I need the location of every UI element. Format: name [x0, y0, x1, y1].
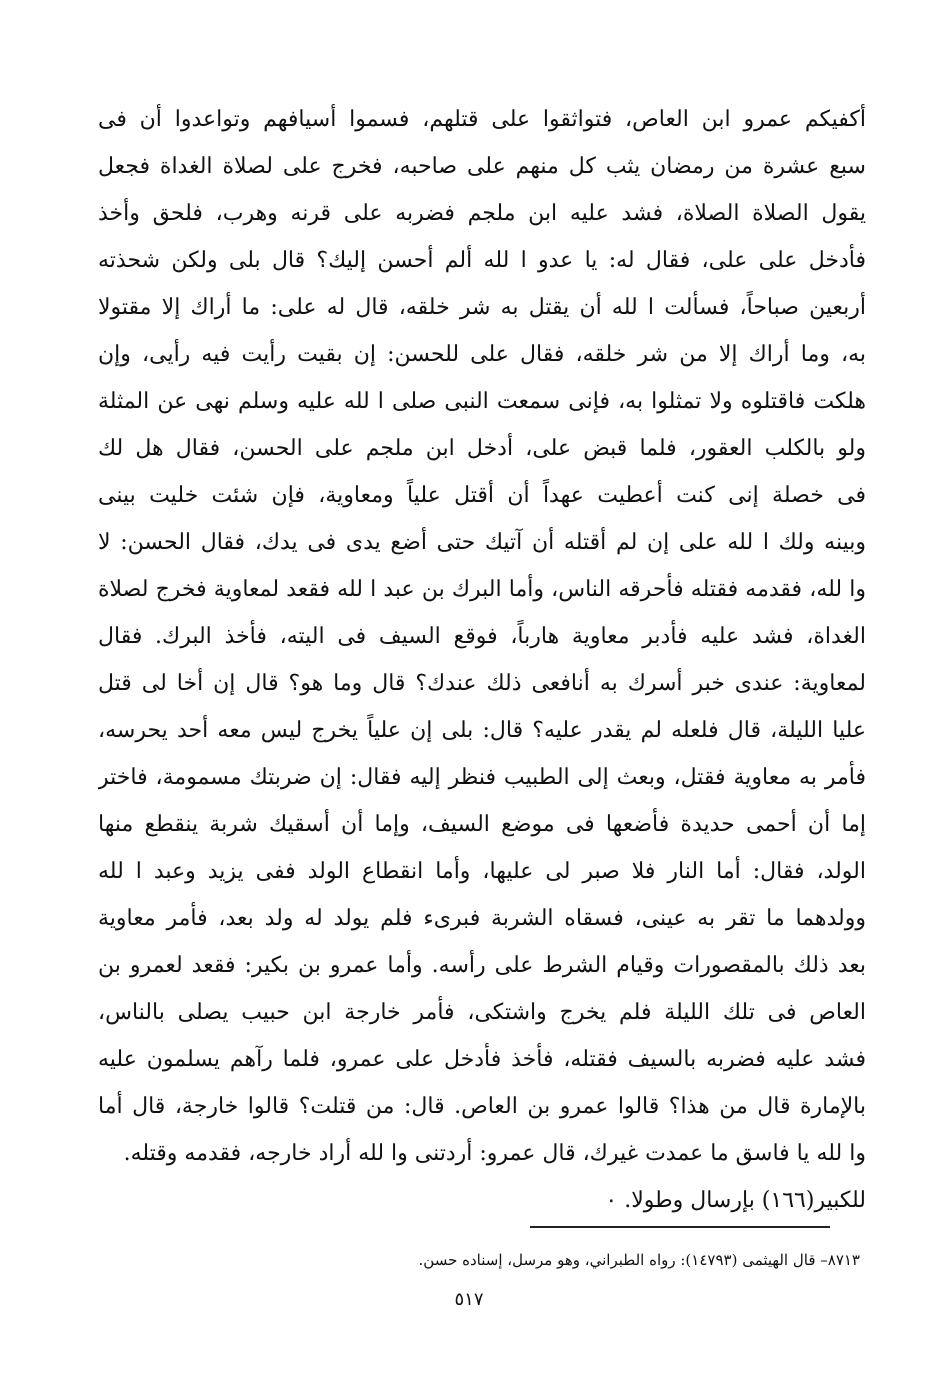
text-line: به، وما أراك إلا من شر خلقه، فقال على للحسن: إن بقيت رأيت فيه رأيى، وإن	[98, 342, 866, 367]
text-line: وبينه ولك ا لله على إن لم أقتله أن آتيك حتى أضع يدى فى يدك، فقال الحسن: لا	[98, 530, 866, 555]
main-text-block	[98, 96, 866, 1224]
text-line: الغداة، فشد عليه فأدبر معاوية هارباً، فوقع السيف فى اليته، فأخذ البرك. فقال	[98, 624, 866, 649]
text-line: يقول الصلاة الصلاة، فشد عليه ابن ملجم فضربه على قرنه وهرب، فلحق وأخذ	[98, 201, 866, 226]
text-line: بالإمارة قال من هذا؟ قالوا عمرو بن العاص. قال: من قتلت؟ قالوا خارجة، قال أما	[98, 1094, 866, 1119]
page-number: ٥١٧	[454, 1289, 484, 1310]
text-line: عليا الليلة، قال فلعله لم يقدر عليه؟ قال: بلى إن علياً يخرج ليس معه أحد يحرسه،	[98, 718, 866, 743]
text-line: وولدهما ما تقر به عينى، فسقاه الشربة فبرىء فلم يولد له ولد بعد، فأمر معاوية	[98, 906, 866, 931]
footnote-divider	[530, 1226, 830, 1228]
text-line: أربعين صباحاً، فسألت ا لله أن يقتل به شر خلقه، قال له على: ما أراك إلا مقتولا	[98, 295, 866, 320]
text-line-closing: للكبير(١٦٦) بإرسال وطولا. ٠	[605, 1188, 866, 1213]
footnote: ٨٧١٣– قال الهيثمى (١٤٧٩٣): رواه الطبراني، وهو مرسل، إسناده حسن.	[418, 1251, 860, 1269]
text-line: بعد ذلك بالمقصورات وقيام الشرط على رأسه. وأما عمرو بن بكير: فقعد لعمرو بن	[98, 953, 866, 978]
text-line: هلكت فاقتلوه ولا تمثلوا به، فإنى سمعت النبى صلى ا لله عليه وسلم نهى عن المثلة	[98, 389, 866, 414]
text-line: العاص فى تلك الليلة فلم يخرج واشتكى، فأمر خارجة ابن حبيب يصلى بالناس،	[98, 1000, 866, 1025]
text-line: أكفيكم عمرو ابن العاص، فتواثقوا على قتلهم، فسموا أسيافهم وتواعدوا أن فى	[98, 107, 866, 132]
text-line: إما أن أحمى حديدة فأضعها فى موضع السيف، وإما أن أسقيك شربة ينقطع منها	[98, 812, 866, 837]
text-line: فأدخل على على، فقال له: يا عدو ا لله ألم أحسن إليك؟ قال بلى ولكن شحذته	[98, 248, 866, 273]
text-line: فشد عليه فضربه بالسيف فقتله، فأخذ فأدخل على عمرو، فلما رآهم يسلمون عليه	[98, 1047, 866, 1072]
text-line: وا لله، فقدمه فقتله فأحرقه الناس، وأما البرك بن عبد ا لله فقعد لمعاوية فخرج لصلاة	[98, 577, 866, 602]
text-line: ولو بالكلب العقور، فلما قبض على، أدخل ابن ملجم على الحسن، فقال هل لك	[98, 436, 866, 461]
text-line: فى خصلة إنى كنت أعطيت عهداً أن أقتل علياً ومعاوية، فإن شئت خليت بينى	[98, 483, 866, 508]
text-line: فأمر به معاوية فقتل، وبعث إلى الطبيب فنظر إليه فقال: إن ضربتك مسمومة، فاختر	[98, 765, 866, 790]
text-line: وا لله يا فاسق ما عمدت غيرك، قال عمرو: أردتنى وا لله أراد خارجه، فقدمه وقتله.	[123, 1141, 866, 1166]
text-line: سبع عشرة من رمضان يثب كل منهم على صاحبه، فخرج على لصلاة الغداة فجعل	[98, 154, 866, 179]
text-line: الولد، فقال: أما النار فلا صبر لى عليها، وأما انقطاع الولد ففى يزيد وعبد ا لله	[98, 859, 866, 884]
text-line: لمعاوية: عندى خبر أسرك به أنافعى ذلك عندك؟ قال وما هو؟ قال إن أخا لى قتل	[98, 671, 866, 696]
